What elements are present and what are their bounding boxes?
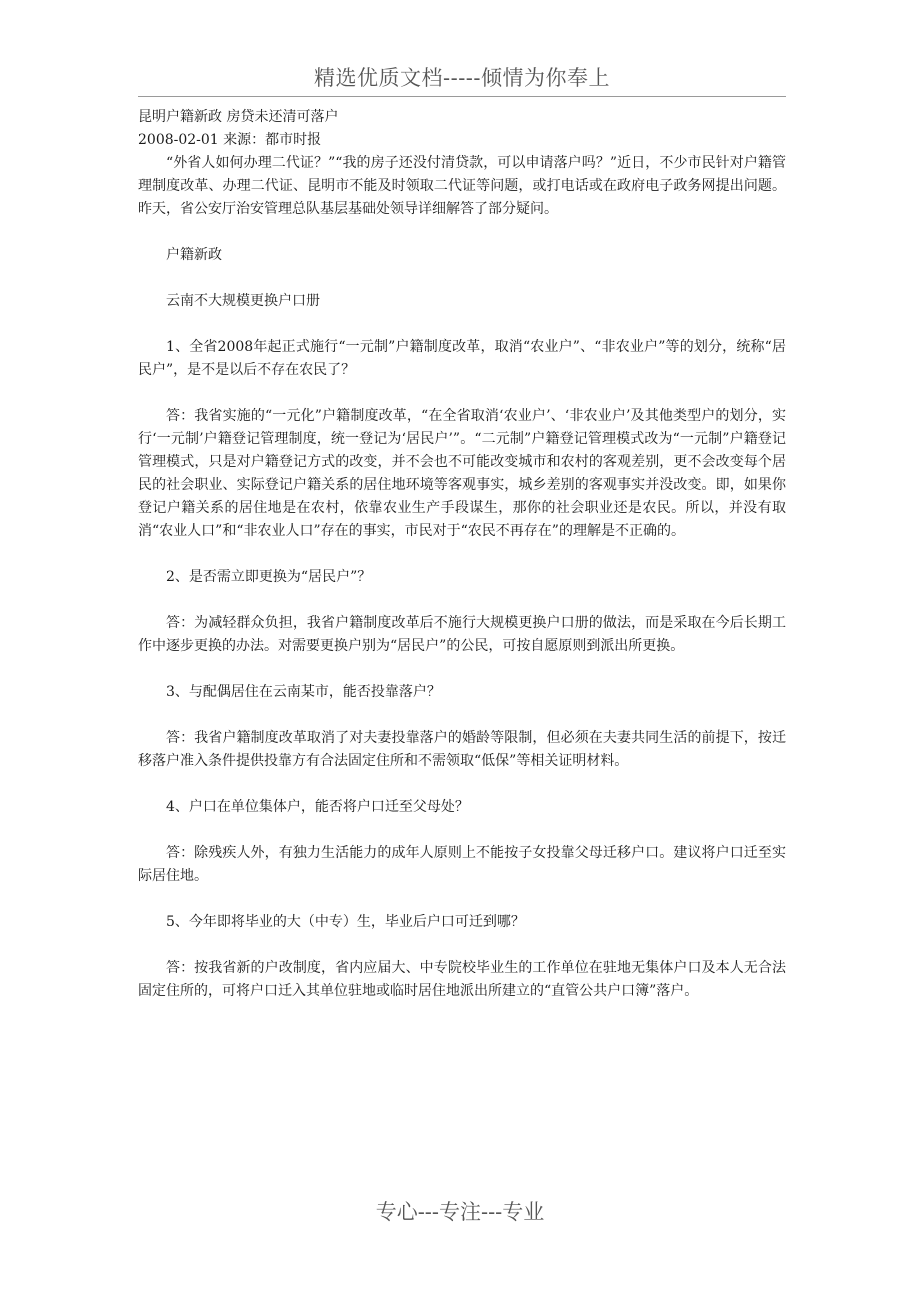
intro-paragraph: “外省人如何办理二代证？”“我的房子还没付清贷款，可以申请落户吗？”近日，不少市民针对户籍管理制度改革、办理二代证、昆明市不能及时领取二代证等问题，或打电话或在政府电子政务网提出问题。昨天，省公安厅治安管理总队基层基础处领导详细解答了部分疑问。 — [138, 155, 786, 217]
question-1: 1、全省2008年起正式施行“一元制”户籍制度改革，取消“农业户”、“非农业户”等的划分，统称“居民户”，是不是以后不存在农民了？ — [138, 339, 786, 378]
question-4: 4、户口在单位集体户，能否将户口迁至父母处？ — [166, 799, 469, 815]
answer-2: 答：为减轻群众负担，我省户籍制度改革后不施行大规模更换户口册的做法，而是采取在今后长期工作中逐步更换的办法。对需要更换户别为“居民户”的公民，可按自愿原则到派出所更换。 — [138, 615, 786, 654]
paragraph-gap — [138, 221, 786, 244]
page-header — [138, 62, 786, 97]
answer-3: 答：我省户籍制度改革取消了对夫妻投靠落户的婚龄等限制，但必须在夫妻共同生活的前提下，按迁移落户准入条件提供投靠方有合法固定住所和不需领取“低保”等相关证明材料。 — [138, 730, 786, 769]
answer-1: 答：我省实施的“一元化”户籍制度改革，“在全省取消‘农业户’、‘非农业户’及其他类型户的划分，实行‘一元制’户籍登记管理制度，统一登记为‘居民户’”。“二元制”户籍登记管理模式改为“一元制”户籍登记管理模式，只是对户籍登记方式的改变，并不会也不可能改变城市和农村的客观差别，更不会改变每个居民的社会职业、实际登记户籍关系的居住地环境等客观事实，城乡差别的客观事实并没改变。即，如果你登记户籍关系的居住地是在农村，依靠农业生产手段谋生，那你的社会职业还是农民。所以，并没有取消“农业人口”和“非农业人口”存在的事实，市民对于“农民不再存在”的理解是不正确的。 — [138, 408, 786, 539]
paragraph-gap — [138, 704, 786, 727]
paragraph-gap — [138, 888, 786, 911]
paragraph-gap — [138, 658, 786, 681]
section-title: 户籍新政 — [166, 247, 222, 263]
question-2: 2、是否需立即更换为“居民户”？ — [166, 569, 372, 585]
paragraph-gap — [138, 543, 786, 566]
subsection-title: 云南不大规模更换户口册 — [166, 293, 320, 309]
paragraph-gap — [138, 589, 786, 612]
article-meta: 2008-02-01 来源：都市时报 — [138, 132, 322, 148]
question-3: 3、与配偶居住在云南某市，能否投靠落户？ — [166, 684, 441, 700]
answer-4: 答：除残疾人外，有独力生活能力的成年人原则上不能按子女投靠父母迁移户口。建议将户口迁至实际居住地。 — [138, 845, 786, 884]
paragraph-gap — [138, 382, 786, 405]
answer-5: 答：按我省新的户改制度，省内应届大、中专院校毕业生的工作单位在驻地无集体户口及本人无合法固定住所的，可将户口迁入其单位驻地或临时居住地派出所建立的“直管公共户口簿”落户。 — [138, 960, 786, 999]
paragraph-gap — [138, 313, 786, 336]
paragraph-gap — [138, 267, 786, 290]
header-text: 精选优质文档-----倾情为你奉上 — [314, 66, 610, 90]
paragraph-gap — [138, 934, 786, 957]
article-title: 昆明户籍新政 房贷未还清可落户 — [138, 109, 339, 125]
document-body — [138, 106, 786, 1003]
question-5: 5、今年即将毕业的大（中专）生，毕业后户口可迁到哪？ — [166, 914, 525, 930]
paragraph-gap — [138, 819, 786, 842]
page-footer: 专心---专注---专业 — [375, 1200, 545, 1224]
paragraph-gap — [138, 773, 786, 796]
